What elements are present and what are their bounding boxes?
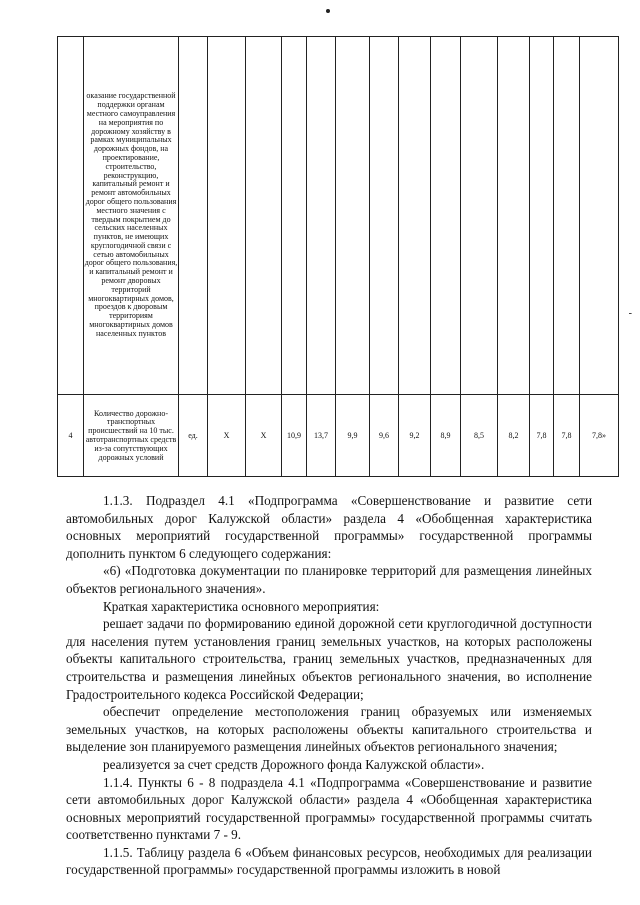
row-number-cell [58,37,84,395]
description-cell: Количество дорожно-транспортных происшествий на 10 тыс. автотранспортных средств из-за сопутствующих дорожных условий [84,395,179,477]
description-cell: оказание государственной поддержки органам местного самоуправления на мероприятия по дорожному хозяйству в рамках муниципальных дорожных фондов, на проектирование, строительство, реконструкцию, капитальный ремонт и ремонт автомобильных дорог общего пользования местного значения с твердым покрытием до сельских населенных пунктов, не имеющих круглогодичной связи с сетью автомобильных дорог общего пользования, и капитальный ремонт и ремонт дворовых территорий многоквартирных домов, проездов к дворовым территориям многоквартирных домов населенных пунктов [84,37,179,395]
value-cell: 13,7 [307,395,336,477]
value-cell [336,37,370,395]
value-cell [580,37,619,395]
page-dot [326,9,330,13]
paragraph: реализуется за счет средств Дорожного фонда Калужской области». [103,756,485,772]
value-cell: 8,2 [498,395,530,477]
value-cell: Х [246,395,282,477]
value-cell: Х [208,395,246,477]
paragraph: Краткая характеристика основного мероприятия: [103,598,380,614]
value-cell: 7,8» [580,395,619,477]
document-body [66,492,592,879]
paragraph: 1.1.4. Пункты 6 - 8 подраздела 4.1 «Подпрограмма «Совершенствование и развитие сети автомобильных дорог Калужской области» раздела 4 «Обобщенная характеристика основных мероприятий государственной программы» государственной программы считать соответственно пунктами 7 - 9. [66,774,592,843]
paragraph: 1.1.5. Таблицу раздела 6 «Объем финансовых ресурсов, необходимых для реализации государственной программы» государственной программы изложить в новой [66,844,592,878]
value-cell: 9,6 [370,395,399,477]
paragraph: «6) «Подготовка документации по планировке территорий для размещения линейных объектов регионального значения». [66,563,592,596]
value-cell: 9,2 [399,395,431,477]
value-cell [399,37,431,395]
unit-cell: ед. [179,395,208,477]
indicator-table [57,36,619,477]
value-cell: 7,8 [530,395,554,477]
value-cell: 8,9 [431,395,461,477]
value-cell: 9,9 [336,395,370,477]
value-cell [498,37,530,395]
table-row [58,395,619,477]
value-cell [370,37,399,395]
value-cell [530,37,554,395]
table-row [58,37,619,395]
value-cell [208,37,246,395]
value-cell [431,37,461,395]
row-number-cell: 4 [58,395,84,477]
value-cell: 8,5 [461,395,498,477]
unit-cell [179,37,208,395]
value-cell: 10,9 [282,395,307,477]
paragraph: 1.1.3. Подраздел 4.1 «Подпрограмма «Совершенствование и развитие сети автомобильных дорог Калужской области» раздела 4 «Обобщенная характеристика основных мероприятий государственной программы» государственной программы дополнить пунктом 6 следующего содержания: [66,493,592,561]
value-cell [461,37,498,395]
value-cell [307,37,336,395]
value-cell [554,37,580,395]
value-cell: 7,8 [554,395,580,477]
value-cell [246,37,282,395]
paragraph: решает задачи по формированию единой дорожной сети круглогодичной доступности для населения путем установления границ земельных участков, на которых расположены объекты капитального строительства, границ земельных участков, предназначенных для строительства и размещения линейных объектов регионального значения, во исполнение Градостроительного кодекса Российской Федерации; [66,616,592,702]
paragraph: обеспечит определение местоположения границ образуемых или изменяемых земельных участков, на которых расположены объекты капитального строительства и выделение зон планируемого размещения линейных объектов регионального значения; [66,704,592,755]
value-cell [282,37,307,395]
margin-mark: - [628,308,632,319]
